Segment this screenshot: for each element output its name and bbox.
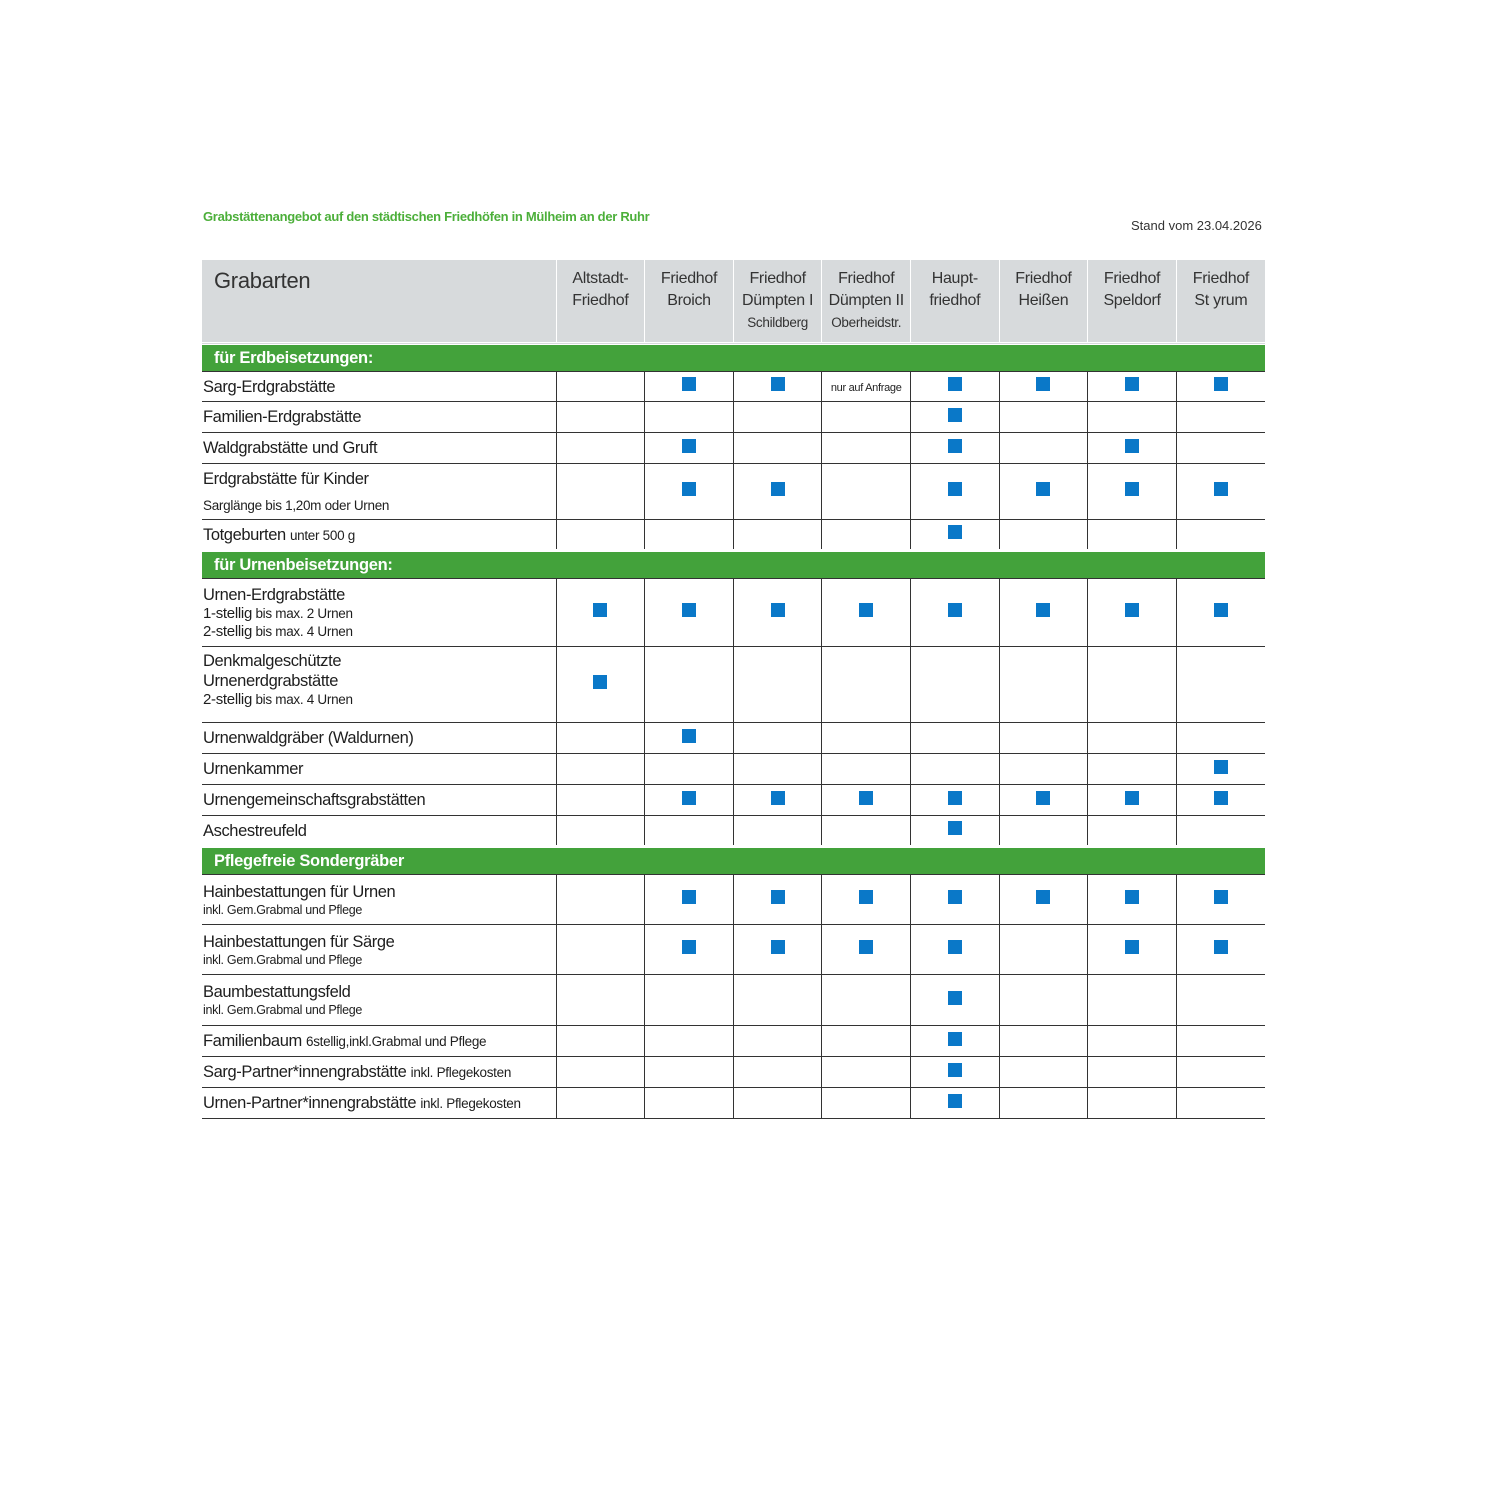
row-label: Totgeburten unter 500 g [202, 520, 556, 551]
mark-cell [822, 816, 911, 847]
mark-cell [999, 723, 1088, 754]
section-title: für Urnenbeisetzungen: [202, 551, 1265, 579]
header-col: Friedhof Dümpten I Schildberg [733, 260, 822, 344]
mark-cell [1088, 1088, 1177, 1119]
mark-cell [822, 1057, 911, 1088]
table-row [202, 579, 1265, 647]
mark-cell [911, 925, 1000, 975]
mark-cell [911, 579, 1000, 647]
available-square-icon [948, 991, 962, 1005]
mark-cell [645, 816, 734, 847]
mark-cell [1176, 975, 1265, 1026]
available-square-icon [859, 940, 873, 954]
available-square-icon [682, 603, 696, 617]
mark-cell [645, 785, 734, 816]
available-square-icon [682, 729, 696, 743]
mark-cell [556, 1026, 645, 1057]
mark-cell [911, 975, 1000, 1026]
mark-cell [556, 520, 645, 551]
available-square-icon [859, 603, 873, 617]
row-label: Urnenkammer [202, 754, 556, 785]
mark-cell [999, 433, 1088, 464]
mark-cell [556, 1057, 645, 1088]
available-square-icon [771, 377, 785, 391]
header-col: Friedhof Speldorf [1088, 260, 1177, 344]
table-row [202, 1057, 1265, 1088]
mark-cell [1176, 520, 1265, 551]
mark-cell [1088, 464, 1177, 520]
available-square-icon [1125, 603, 1139, 617]
mark-cell [733, 925, 822, 975]
mark-cell [911, 1057, 1000, 1088]
available-square-icon [948, 377, 962, 391]
available-square-icon [1036, 603, 1050, 617]
mark-cell [733, 1088, 822, 1119]
mark-cell [645, 1057, 734, 1088]
mark-cell [1088, 579, 1177, 647]
mark-cell [1176, 925, 1265, 975]
mark-cell [911, 1088, 1000, 1119]
mark-cell [1176, 816, 1265, 847]
mark-cell [1088, 754, 1177, 785]
mark-cell [1176, 723, 1265, 754]
row-label: Sarg-Partner*innengrabstätte inkl. Pflegekosten [202, 1057, 556, 1088]
row-label: Urnengemeinschaftsgrabstätten [202, 785, 556, 816]
mark-cell [911, 372, 1000, 402]
mark-cell [911, 402, 1000, 433]
mark-cell [999, 975, 1088, 1026]
available-square-icon [1214, 940, 1228, 954]
mark-cell [556, 785, 645, 816]
mark-cell [999, 816, 1088, 847]
header-col: Friedhof Heißen [999, 260, 1088, 344]
available-square-icon [948, 482, 962, 496]
available-square-icon [771, 890, 785, 904]
mark-cell [999, 1026, 1088, 1057]
mark-cell [911, 816, 1000, 847]
mark-cell [999, 875, 1088, 925]
table-row [202, 372, 1265, 402]
page-title: Grabstättenangebot auf den städtischen Friedhöfen in Mülheim an der Ruhr [203, 209, 650, 224]
mark-cell [1088, 433, 1177, 464]
table-row [202, 723, 1265, 754]
mark-cell [822, 875, 911, 925]
available-square-icon [682, 377, 696, 391]
mark-cell [733, 975, 822, 1026]
mark-cell [1176, 402, 1265, 433]
mark-cell [911, 647, 1000, 723]
available-square-icon [682, 940, 696, 954]
mark-cell [999, 402, 1088, 433]
mark-cell [645, 372, 734, 402]
available-square-icon [1125, 940, 1139, 954]
mark-cell [556, 975, 645, 1026]
table-row [202, 402, 1265, 433]
mark-cell [911, 433, 1000, 464]
mark-cell [733, 579, 822, 647]
mark-cell [645, 464, 734, 520]
mark-cell [733, 520, 822, 551]
mark-cell [645, 579, 734, 647]
mark-cell [733, 433, 822, 464]
mark-cell [1088, 925, 1177, 975]
available-square-icon [771, 791, 785, 805]
mark-cell [999, 372, 1088, 402]
mark-cell [999, 520, 1088, 551]
mark-cell [645, 875, 734, 925]
mark-cell [1176, 1057, 1265, 1088]
available-square-icon [948, 821, 962, 835]
table-row [202, 816, 1265, 847]
row-label: Urnen-Partner*innengrabstätte inkl. Pflegekosten [202, 1088, 556, 1119]
date-stamp: Stand vom 23.04.2026 [1131, 218, 1262, 233]
row-label: Urnenwaldgräber (Waldurnen) [202, 723, 556, 754]
mark-cell [645, 1088, 734, 1119]
mark-cell [556, 464, 645, 520]
mark-cell [1176, 1088, 1265, 1119]
mark-cell [822, 925, 911, 975]
available-square-icon [593, 675, 607, 689]
mark-cell [1088, 1026, 1177, 1057]
mark-cell [822, 433, 911, 464]
mark-cell [999, 754, 1088, 785]
table-row [202, 1088, 1265, 1119]
mark-cell [822, 1088, 911, 1119]
available-square-icon [859, 890, 873, 904]
available-square-icon [859, 791, 873, 805]
mark-cell [1088, 975, 1177, 1026]
mark-cell [911, 754, 1000, 785]
header-col: Friedhof Broich [645, 260, 734, 344]
available-square-icon [1036, 482, 1050, 496]
mark-cell [556, 647, 645, 723]
mark-cell [1176, 875, 1265, 925]
available-square-icon [1214, 791, 1228, 805]
available-square-icon [1036, 791, 1050, 805]
mark-cell [733, 875, 822, 925]
mark-cell [733, 647, 822, 723]
mark-cell [999, 785, 1088, 816]
mark-cell [556, 754, 645, 785]
available-square-icon [1125, 791, 1139, 805]
mark-cell [1176, 754, 1265, 785]
mark-cell [556, 372, 645, 402]
available-square-icon [771, 940, 785, 954]
available-square-icon [948, 1063, 962, 1077]
mark-cell [1088, 520, 1177, 551]
mark-cell [911, 520, 1000, 551]
table-row [202, 785, 1265, 816]
mark-cell [999, 464, 1088, 520]
mark-cell [556, 1088, 645, 1119]
row-label: Familienbaum 6stellig,inkl.Grabmal und Pflege [202, 1026, 556, 1057]
mark-cell [645, 975, 734, 1026]
mark-cell [733, 1057, 822, 1088]
mark-cell [999, 1088, 1088, 1119]
mark-cell [733, 372, 822, 402]
row-label: Aschestreufeld [202, 816, 556, 847]
mark-cell [911, 1026, 1000, 1057]
mark-cell [822, 372, 911, 402]
mark-cell [822, 754, 911, 785]
mark-cell [556, 875, 645, 925]
grave-types-table [202, 260, 1265, 1119]
header-grabarten: Grabarten [202, 260, 556, 344]
mark-cell [1088, 372, 1177, 402]
header-col: Friedhof St yrum [1176, 260, 1265, 344]
available-square-icon [1125, 439, 1139, 453]
mark-cell [645, 402, 734, 433]
mark-cell [911, 785, 1000, 816]
available-square-icon [1036, 890, 1050, 904]
available-square-icon [771, 482, 785, 496]
mark-cell [645, 433, 734, 464]
table-row [202, 754, 1265, 785]
mark-cell [645, 925, 734, 975]
available-square-icon [593, 603, 607, 617]
available-square-icon [682, 482, 696, 496]
mark-cell [1088, 647, 1177, 723]
row-label: Hainbestattungen für Särge inkl. Gem.Grabmal und Pflege [202, 925, 556, 975]
available-square-icon [1214, 760, 1228, 774]
row-label: Urnen-Erdgrabstätte 1-stellig bis max. 2 Urnen 2-stellig bis max. 4 Urnen [202, 579, 556, 647]
available-square-icon [948, 940, 962, 954]
mark-cell [822, 975, 911, 1026]
mark-cell [645, 754, 734, 785]
row-label: Hainbestattungen für Urnen inkl. Gem.Grabmal und Pflege [202, 875, 556, 925]
table-row [202, 925, 1265, 975]
mark-cell [911, 723, 1000, 754]
mark-cell [733, 1026, 822, 1057]
available-square-icon [1125, 482, 1139, 496]
available-square-icon [948, 408, 962, 422]
mark-cell [1088, 785, 1177, 816]
mark-cell [556, 723, 645, 754]
table-row [202, 464, 1265, 520]
mark-cell [556, 402, 645, 433]
mark-cell [822, 785, 911, 816]
available-square-icon [1214, 377, 1228, 391]
available-square-icon [1214, 890, 1228, 904]
mark-cell [1176, 433, 1265, 464]
mark-cell [1088, 723, 1177, 754]
table-row [202, 1026, 1265, 1057]
available-square-icon [1125, 377, 1139, 391]
table-row [202, 647, 1265, 723]
available-square-icon [948, 1094, 962, 1108]
mark-cell [556, 925, 645, 975]
row-label: Sarg-Erdgrabstätte [202, 372, 556, 402]
section-title: für Erdbeisetzungen: [202, 344, 1265, 372]
mark-cell [556, 579, 645, 647]
mark-cell [733, 464, 822, 520]
mark-cell [822, 723, 911, 754]
available-square-icon [682, 890, 696, 904]
available-square-icon [948, 890, 962, 904]
mark-cell [733, 816, 822, 847]
table-row [202, 975, 1265, 1026]
available-square-icon [948, 525, 962, 539]
mark-cell [1088, 1057, 1177, 1088]
on-request-note: nur auf Anfrage [830, 381, 902, 394]
mark-cell [733, 785, 822, 816]
mark-cell [911, 464, 1000, 520]
available-square-icon [948, 603, 962, 617]
header-row [202, 260, 1265, 344]
mark-cell [911, 875, 1000, 925]
section-row [202, 551, 1265, 579]
mark-cell [645, 647, 734, 723]
mark-cell [1176, 464, 1265, 520]
row-label: Waldgrabstätte und Gruft [202, 433, 556, 464]
header-col: Haupt- friedhof [911, 260, 1000, 344]
mark-cell [1176, 785, 1265, 816]
available-square-icon [1036, 377, 1050, 391]
available-square-icon [682, 791, 696, 805]
row-label: Familien-Erdgrabstätte [202, 402, 556, 433]
row-label: Denkmalgeschützte Urnenerdgrabstätte 2-stellig bis max. 4 Urnen [202, 647, 556, 723]
mark-cell [822, 402, 911, 433]
mark-cell [733, 723, 822, 754]
section-row [202, 344, 1265, 372]
mark-cell [1176, 1026, 1265, 1057]
available-square-icon [1214, 603, 1228, 617]
row-label: Baumbestattungsfeld inkl. Gem.Grabmal und Pflege [202, 975, 556, 1026]
mark-cell [822, 1026, 911, 1057]
mark-cell [645, 520, 734, 551]
section-row [202, 847, 1265, 875]
mark-cell [733, 754, 822, 785]
mark-cell [999, 579, 1088, 647]
available-square-icon [948, 439, 962, 453]
mark-cell [1176, 579, 1265, 647]
mark-cell [556, 816, 645, 847]
mark-cell [822, 579, 911, 647]
table-row [202, 433, 1265, 464]
available-square-icon [771, 603, 785, 617]
mark-cell [1176, 647, 1265, 723]
mark-cell [1088, 875, 1177, 925]
mark-cell [645, 1026, 734, 1057]
mark-cell [822, 464, 911, 520]
section-title: Pflegefreie Sondergräber [202, 847, 1265, 875]
mark-cell [999, 1057, 1088, 1088]
available-square-icon [948, 1032, 962, 1046]
header-col: Friedhof Dümpten II Oberheidstr. [822, 260, 911, 344]
available-square-icon [948, 791, 962, 805]
mark-cell [733, 402, 822, 433]
mark-cell [822, 647, 911, 723]
row-label: Erdgrabstätte für Kinder Sarglänge bis 1,20m oder Urnen [202, 464, 556, 520]
available-square-icon [1125, 890, 1139, 904]
mark-cell [822, 520, 911, 551]
mark-cell [645, 723, 734, 754]
table-row [202, 875, 1265, 925]
mark-cell [1088, 402, 1177, 433]
available-square-icon [682, 439, 696, 453]
mark-cell [556, 433, 645, 464]
header-col: Altstadt- Friedhof [556, 260, 645, 344]
mark-cell [999, 925, 1088, 975]
table-row [202, 520, 1265, 551]
mark-cell [1088, 816, 1177, 847]
mark-cell [999, 647, 1088, 723]
mark-cell [1176, 372, 1265, 402]
available-square-icon [1214, 482, 1228, 496]
